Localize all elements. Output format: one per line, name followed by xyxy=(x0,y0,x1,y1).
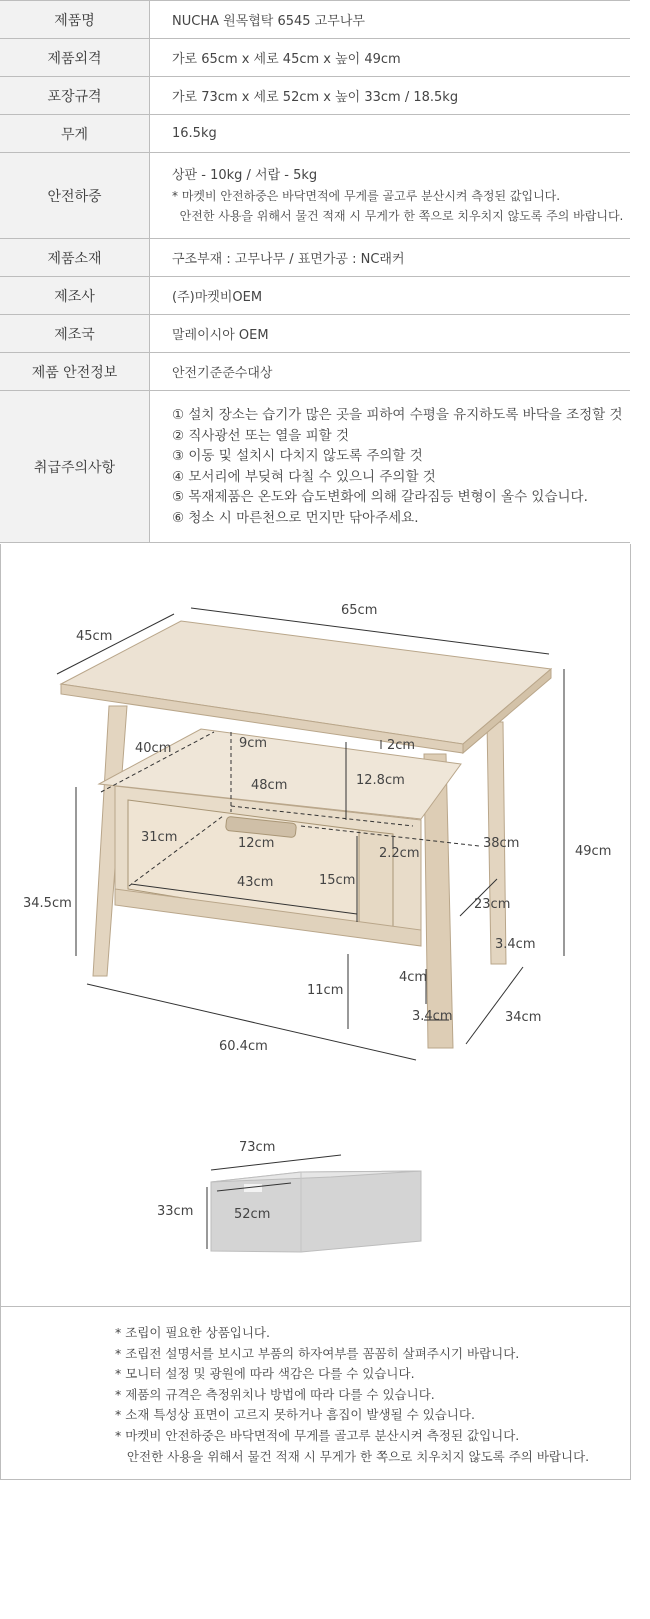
safe-load-line: * 마켓비 안전하중은 바닥면적에 무게를 골고루 분산시켜 측정된 값입니다. xyxy=(172,188,561,203)
safe-load-line: 상판 - 10kg / 서랍 - 5kg xyxy=(172,167,318,183)
spec-label: 제조사 xyxy=(0,277,150,315)
box-label-depth: 52cm xyxy=(234,1207,271,1222)
spec-label: 포장규격 xyxy=(0,77,150,115)
label-12: 12cm xyxy=(238,836,275,851)
spec-value: 가로 65cm x 세로 45cm x 높이 49cm xyxy=(150,39,631,77)
spec-label: 무게 xyxy=(0,115,150,153)
spec-row-dimensions xyxy=(0,39,630,77)
spec-value: 가로 73cm x 세로 52cm x 높이 33cm / 18.5kg xyxy=(150,77,631,115)
label-3-4a: 3.4cm xyxy=(495,937,536,952)
notes-list xyxy=(115,1323,589,1467)
care-line: ⑥ 청소 시 마른천으로 먼지만 닦아주세요. xyxy=(172,509,419,526)
label-3-4b: 3.4cm xyxy=(412,1009,453,1024)
label-60-4: 60.4cm xyxy=(219,1039,268,1054)
note-item: * 모니터 설정 및 광원에 따라 색감은 다를 수 있습니다. xyxy=(115,1366,415,1382)
spec-row-safety-info xyxy=(0,353,630,391)
spec-label: 안전하중 xyxy=(0,153,150,239)
spec-row-weight xyxy=(0,115,630,153)
spec-value: 말레이시아 OEM xyxy=(150,315,631,353)
note-item: * 소재 특성상 표면이 고르지 못하거나 흠집이 발생될 수 있습니다. xyxy=(115,1407,475,1423)
spec-label: 제품 안전정보 xyxy=(0,353,150,391)
spec-table xyxy=(0,0,630,543)
packaging-box xyxy=(157,1140,421,1252)
care-line: ⑤ 목재제품은 온도와 습도변화에 의해 갈라짐등 변형이 올수 있습니다. xyxy=(172,489,588,505)
notes-section xyxy=(0,1306,631,1480)
spec-value: (주)마켓비OEM xyxy=(150,277,631,315)
note-item: 안전한 사용을 위해서 물건 적재 시 무게가 한 쪽으로 치우치지 않도록 주의 바랍니다. xyxy=(115,1448,590,1464)
dimension-diagram-section xyxy=(0,544,631,1306)
note-item: * 조립이 필요한 상품입니다. xyxy=(115,1325,270,1340)
box-width-line xyxy=(211,1155,341,1170)
dimension-diagram xyxy=(1,544,630,1306)
depth-34-line xyxy=(466,967,523,1044)
safe-load-line: 안전한 사용을 위해서 물건 적재 시 무게가 한 쪽으로 치우치지 않도록 주의 바랍니다. xyxy=(172,208,624,223)
label-9: 9cm xyxy=(239,736,268,751)
spec-row-origin xyxy=(0,315,630,353)
label-49: 49cm xyxy=(575,844,612,859)
note-item: * 조립전 설명서를 보시고 부품의 하자여부를 꼼꼼히 살펴주시기 바랍니다. xyxy=(115,1345,520,1361)
spec-label: 취급주의사항 xyxy=(0,391,150,543)
label-45: 45cm xyxy=(76,629,113,644)
spec-value: NUCHA 원목협탁 6545 고무나무 xyxy=(150,1,631,39)
spec-label: 제조국 xyxy=(0,315,150,353)
box-label-height: 33cm xyxy=(157,1204,194,1219)
label-34-5: 34.5cm xyxy=(23,896,72,911)
spec-row-name xyxy=(0,1,630,39)
spec-value: 16.5kg xyxy=(150,115,631,153)
spec-row-manufacturer xyxy=(0,277,630,315)
spec-label: 제품외격 xyxy=(0,39,150,77)
spec-row-packaging xyxy=(0,77,630,115)
label-34: 34cm xyxy=(505,1010,542,1025)
label-38: 38cm xyxy=(483,836,520,851)
spec-label: 제품명 xyxy=(0,1,150,39)
note-item: * 마켓비 안전하중은 바닥면적에 무게를 골고루 분산시켜 측정된 값입니다. xyxy=(115,1427,520,1443)
label-15: 15cm xyxy=(319,873,356,888)
label-11: 11cm xyxy=(307,983,344,998)
label-2-2: 2.2cm xyxy=(379,846,420,861)
spec-row-material xyxy=(0,239,630,277)
spec-value: 안전기준준수대상 xyxy=(150,353,631,391)
label-2: 2cm xyxy=(387,738,416,753)
care-line: ② 직사광선 또는 열을 피할 것 xyxy=(172,427,350,444)
care-line: ③ 이동 및 설치시 다치지 않도록 주의할 것 xyxy=(172,448,423,464)
spec-row-care xyxy=(0,391,630,543)
spec-label: 제품소재 xyxy=(0,239,150,277)
spec-value xyxy=(150,153,631,239)
label-48: 48cm xyxy=(251,778,288,793)
label-23: 23cm xyxy=(474,897,511,912)
spec-value: 구조부재 : 고무나무 / 표면가공 : NC래커 xyxy=(150,239,631,277)
label-31: 31cm xyxy=(141,830,178,845)
note-item: * 제품의 규격은 측정위치나 방법에 따라 다를 수 있습니다. xyxy=(115,1386,435,1402)
spec-row-safe-load xyxy=(0,153,630,239)
care-line: ① 설치 장소는 습기가 많은 곳을 피하여 수평을 유지하도록 바닥을 조정할 것 xyxy=(172,407,623,423)
spec-value xyxy=(150,391,631,543)
label-12-8: 12.8cm xyxy=(356,773,405,788)
care-line: ④ 모서리에 부딪혀 다칠 수 있으니 주의할 것 xyxy=(172,468,436,485)
label-40: 40cm xyxy=(135,741,172,756)
label-43: 43cm xyxy=(237,875,274,890)
box-label-width: 73cm xyxy=(239,1140,276,1155)
label-65: 65cm xyxy=(341,603,378,618)
label-4: 4cm xyxy=(399,970,428,985)
